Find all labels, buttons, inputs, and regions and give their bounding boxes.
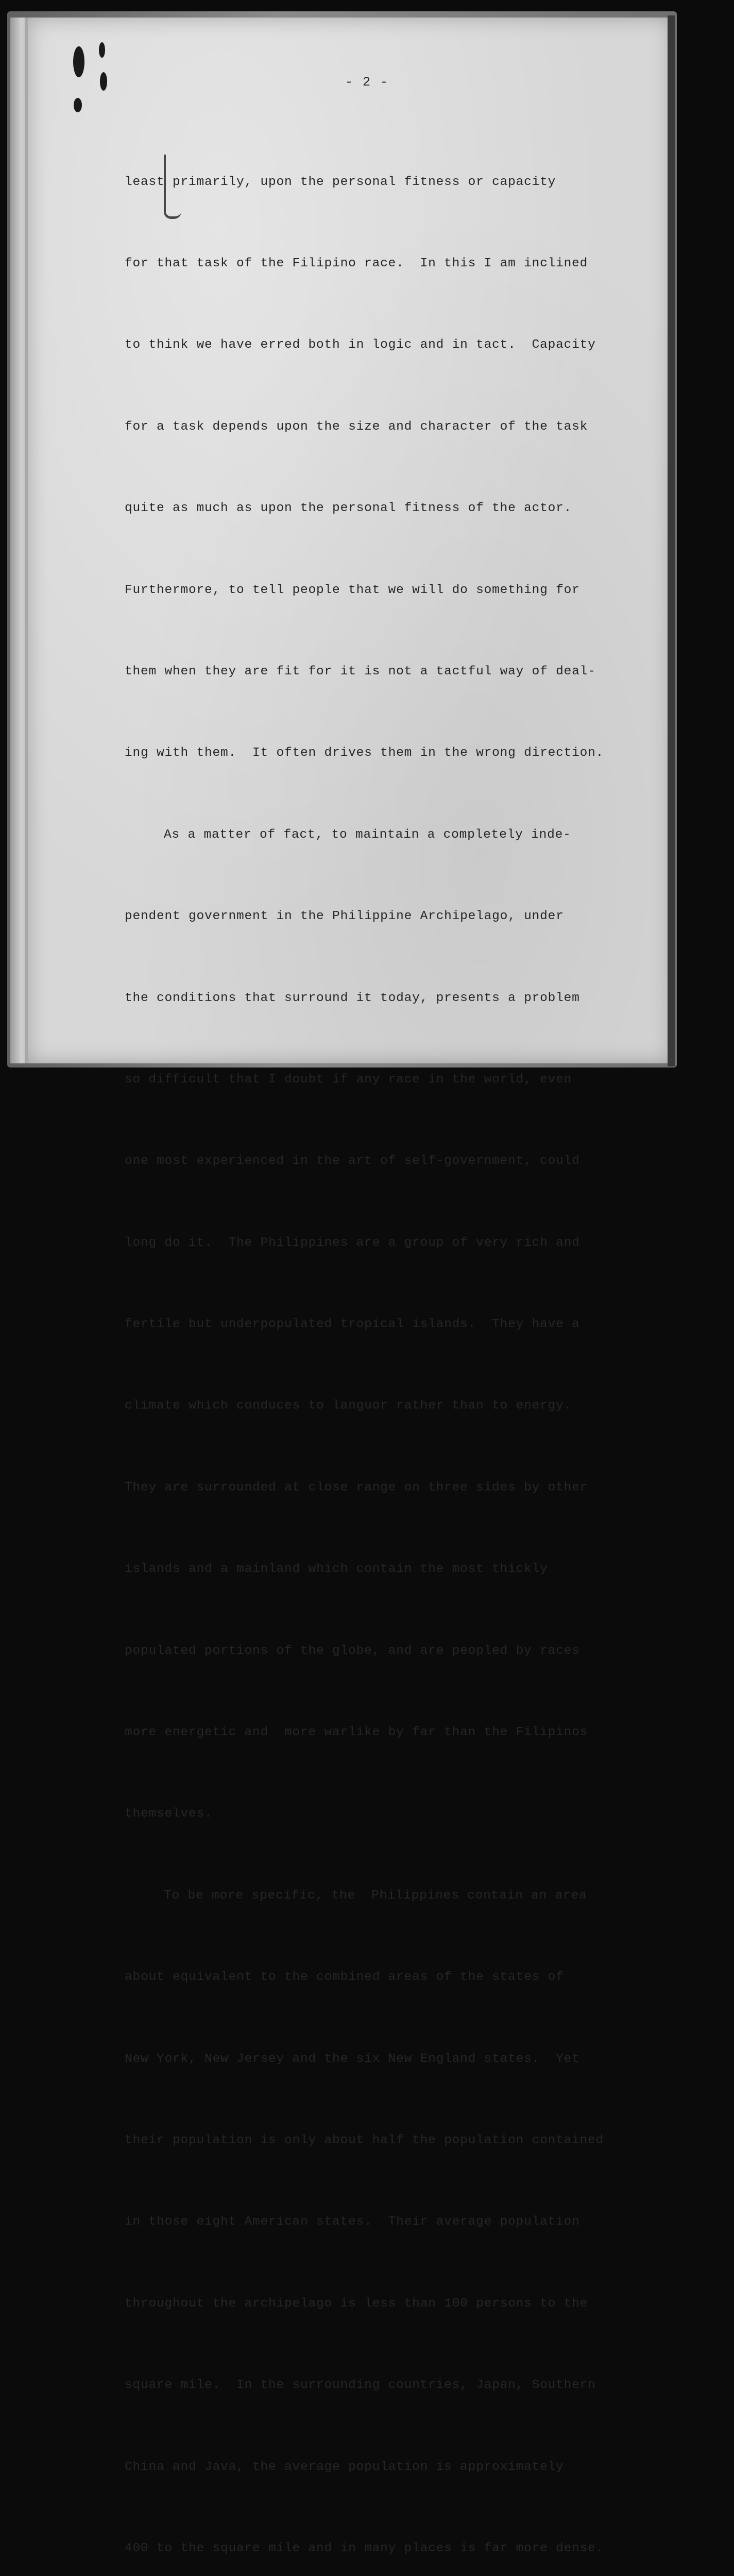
text-line: the conditions that surround it today, presents a problem [125,991,580,1005]
ink-blot-2 [99,42,105,58]
text-line: for a task depends upon the size and character of the task [125,419,588,434]
text-line: themselves. [125,1807,213,1821]
text-line: New York, New Jersey and the six New England states. Yet [125,2052,580,2066]
text-line: quite as much as upon the personal fitness of the actor. [125,501,572,516]
paragraph-start-line: As a matter of fact, to maintain a completely inde- [164,827,571,842]
text-line: 400 to the square mile and in many places is far more dense. [125,2541,604,2555]
text-line: ing with them. It often drives them in the wrong direction. [125,746,604,760]
text-line: their population is only about half the population contained [125,2133,604,2147]
right-page-edge [668,15,675,1066]
text-line: one most experienced in the art of self-government, could [125,1154,580,1168]
ink-blot-4 [74,98,82,112]
text-line: to think we have erred both in logic and in tact. Capacity [125,338,596,352]
text-line: about equivalent to the combined areas of the states of [125,1970,564,1985]
text-line: climate which conduces to languor rather than to energy. [125,1399,572,1413]
text-line: They are surrounded at close range on three sides by other [125,1480,588,1495]
text-line: fertile but underpopulated tropical islands. They have a [125,1317,580,1332]
text-line: Furthermore, to tell people that we will do something for [125,583,580,597]
typed-text-body [125,114,640,2576]
text-line: populated portions of the globe, and are peopled by races [125,1643,580,1658]
text-line: more energetic and more warlike by far than the Filipinos [125,1725,588,1740]
page-number: - 2 - [345,75,389,90]
text-line: them when they are fit for it is not a tactful way of deal- [125,664,596,679]
text-line: China and Java, the average population is approximately [125,2460,564,2474]
paragraph-start-line: To be more specific, the Philippines contain an area [164,1888,587,1903]
text-line: islands and a mainland which contain the most thickly [125,1562,548,1577]
text-line: pendent government in the Philippine Archipelago, under [125,909,564,924]
ink-blot-1 [73,46,84,77]
text-line: for that task of the Filipino race. In this I am inclined [125,256,588,270]
text-line: so difficult that I doubt if any race in the world, even [125,1072,572,1087]
text-line: square mile. In the surrounding countries, Japan, Southern [125,2378,596,2393]
text-line: in those eight American states. Their average population [125,2215,580,2229]
text-line: throughout the archipelago is less than 100 persons to the [125,2296,588,2311]
text-line: long do it. The Philippines are a group of very rich and [125,1235,580,1250]
text-line: least primarily, upon the personal fitness or capacity [125,175,556,189]
